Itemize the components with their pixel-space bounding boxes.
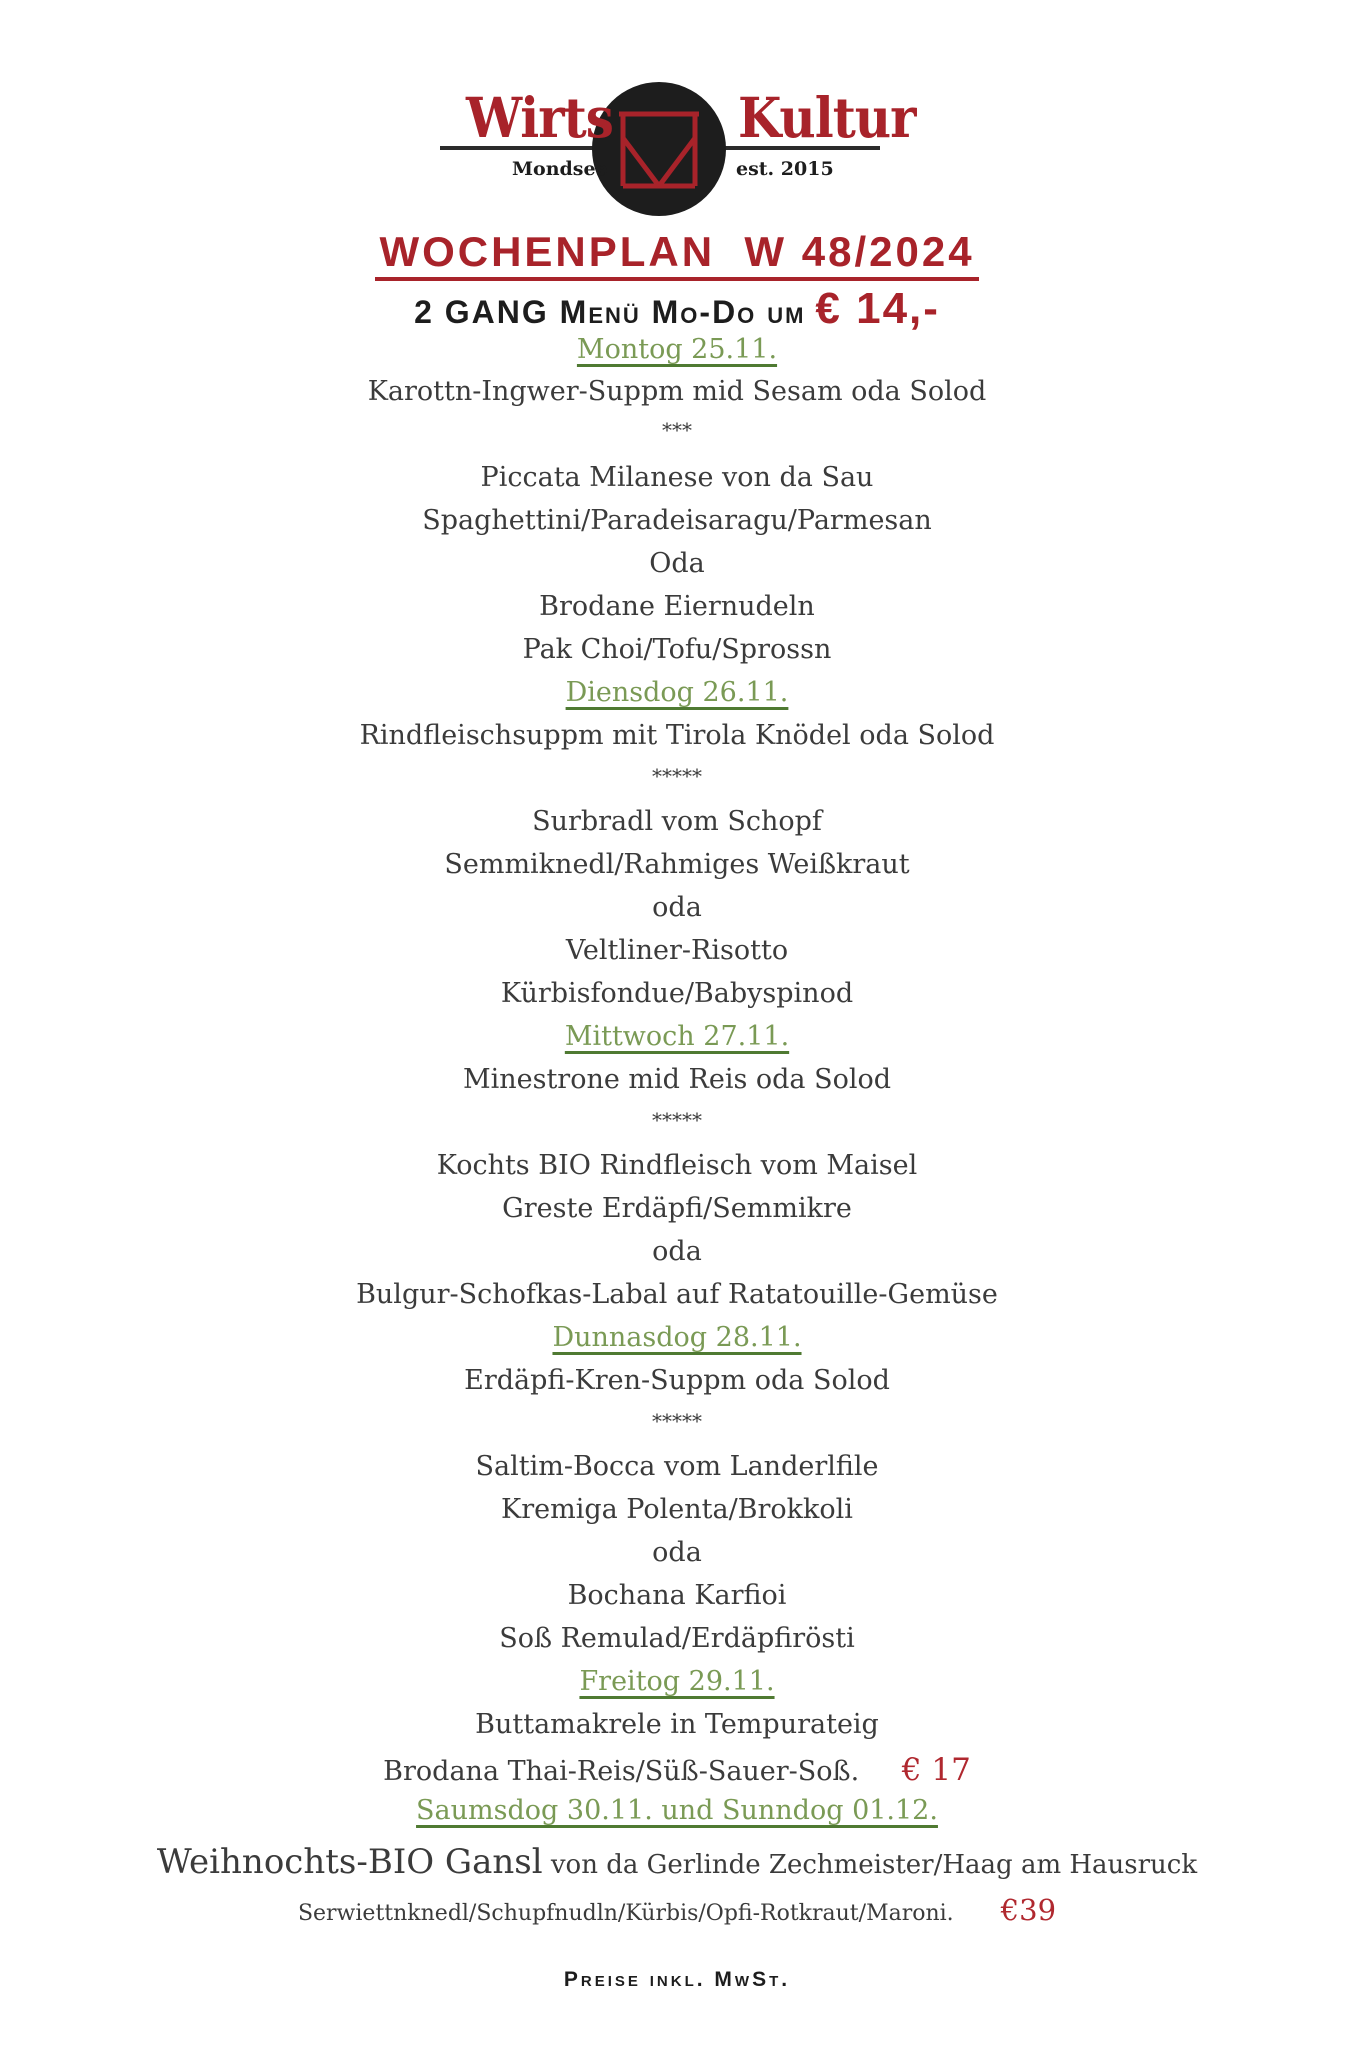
logo-w-mark-icon	[611, 110, 707, 190]
mittwoch-soup: Minestrone mid Reis oda Solod	[462, 1064, 892, 1095]
page-title: WOCHENPLAN W 48/2024	[375, 228, 978, 281]
mittwoch-or: oda	[652, 1236, 702, 1267]
weekend-main-big: Weihnochts-BIO Gansl	[156, 1842, 543, 1882]
day-heading-montag: Montog 25.11.	[576, 334, 778, 365]
logo-word-kultur: Kultur	[738, 85, 916, 150]
montag-main2-side: Pak Choi/Tofu/Sprossn	[522, 634, 832, 665]
dienstag-soup: Rindfleischsuppm mit Tirola Knödel oda Solod	[359, 720, 995, 751]
weekend-price: €39	[1000, 1893, 1057, 1927]
dienstag-separator: *****	[652, 764, 702, 788]
donnerstag-main2: Bochana Karfioi	[567, 1580, 787, 1611]
dienstag-main2-side: Kürbisfondue/Babyspinod	[500, 978, 854, 1009]
logo-place: Mondsee	[512, 158, 608, 180]
page-title-wrap	[0, 228, 1354, 276]
mittwoch-main1-side: Greste Erdäpfi/Semmikre	[502, 1193, 852, 1224]
donnerstag-main1: Saltim-Bocca vom Landerlfile	[475, 1451, 879, 1482]
montag-main2: Brodane Eiernudeln	[539, 591, 815, 622]
dienstag-main1-side: Semmiknedl/Rahmiges Weißkraut	[444, 849, 910, 880]
donnerstag-separator: *****	[652, 1409, 702, 1433]
montag-separator: ***	[662, 418, 692, 442]
menu-price: € 14,-	[815, 284, 940, 333]
donnerstag-main2-side: Soß Remulad/Erdäpfirösti	[499, 1623, 855, 1654]
weekend-main-rest: von da Gerlinde Zechmeister/Haag am Hausruck	[550, 1850, 1198, 1880]
donnerstag-main1-side: Kremiga Polenta/Brokkoli	[501, 1494, 853, 1525]
day-heading-donnerstag: Dunnasdog 28.11.	[552, 1322, 802, 1353]
donnerstag-soup: Erdäpfi-Kren-Suppm oda Solod	[464, 1365, 890, 1396]
footer-tax-note: Preise inkl. MwSt.	[563, 1968, 791, 1991]
montag-main1: Piccata Milanese von da Sau	[480, 462, 874, 493]
freitag-main1-side-row	[0, 1752, 1354, 1788]
dienstag-or: oda	[652, 892, 702, 923]
dienstag-main1: Surbradl vom Schopf	[532, 806, 822, 837]
day-heading-mittwoch: Mittwoch 27.11.	[564, 1021, 790, 1052]
menu-subtitle	[0, 284, 1354, 334]
montag-soup: Karottn-Ingwer-Suppm mid Sesam oda Solod	[367, 376, 987, 407]
freitag-main1-side: Brodana Thai-Reis/Süß-Sauer-Soß.	[383, 1756, 860, 1787]
freitag-price: € 17	[901, 1752, 971, 1788]
weekend-side-row	[0, 1893, 1354, 1927]
mittwoch-main2: Bulgur-Schofkas-Labal auf Ratatouille-Gemüse	[356, 1279, 998, 1310]
menu-subtitle-text: 2 GANG Menü Mo-Do um	[414, 294, 806, 330]
weekend-main-row	[0, 1842, 1354, 1882]
freitag-main1: Buttamakrele in Tempurateig	[475, 1709, 879, 1740]
mittwoch-main1: Kochts BIO Rindfleisch vom Maisel	[436, 1150, 918, 1181]
dienstag-main2: Veltliner-Risotto	[565, 935, 789, 966]
weekend-side: Serwiettnknedl/Schupfnudln/Kürbis/Opfi-Rotkraut/Maroni.	[297, 1901, 954, 1926]
day-heading-freitag: Freitog 29.11.	[579, 1666, 775, 1697]
day-heading-weekend: Saumsdog 30.11. und Sunndog 01.12.	[416, 1795, 938, 1826]
logo-established: est. 2015	[736, 158, 834, 180]
montag-main1-side: Spaghettini/Paradeisaragu/Parmesan	[422, 505, 932, 536]
mittwoch-separator: *****	[652, 1108, 702, 1132]
logo	[440, 80, 916, 220]
donnerstag-or: oda	[652, 1537, 702, 1568]
logo-word-wirts: Wirts	[466, 85, 613, 150]
montag-or: Oda	[649, 548, 705, 579]
day-heading-dienstag: Diensdog 26.11.	[565, 677, 789, 708]
